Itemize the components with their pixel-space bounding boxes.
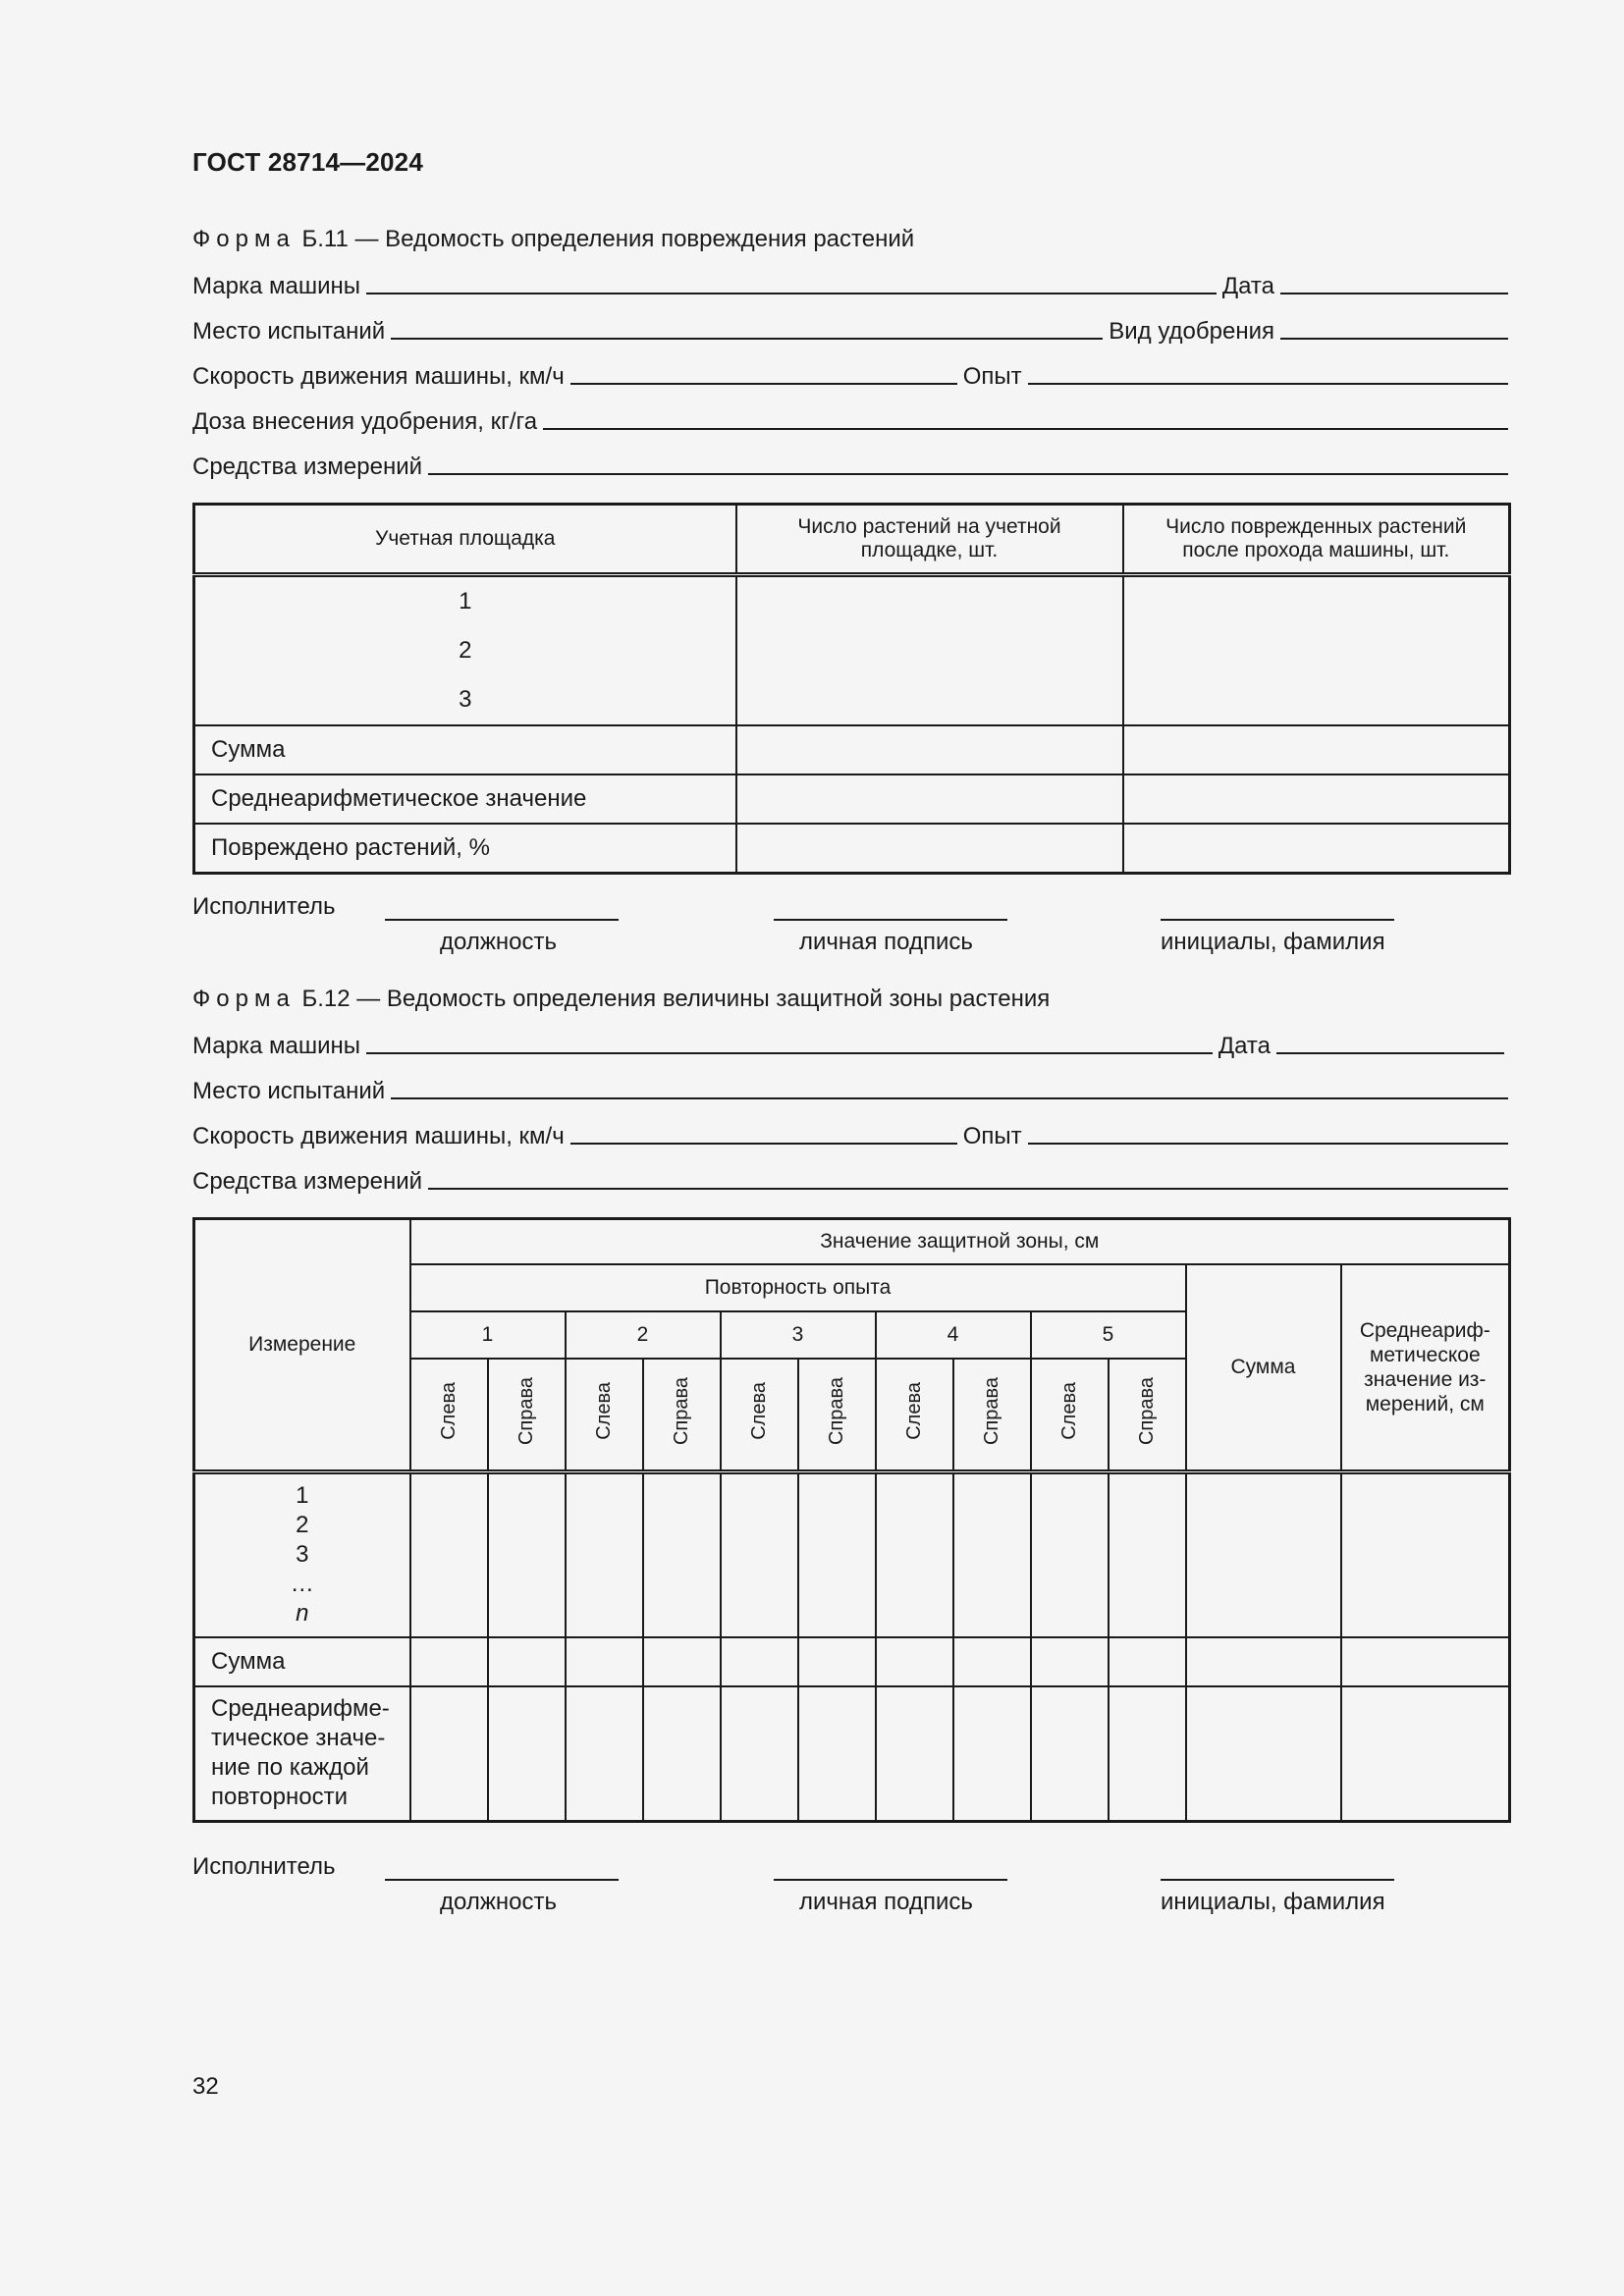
machine-field[interactable] xyxy=(366,1052,1213,1054)
damaged-percent-label: Повреждено растений, % xyxy=(194,824,736,873)
data-cell[interactable] xyxy=(953,1472,1031,1637)
machine-label: Марка машины xyxy=(192,273,361,299)
col-right: Справа xyxy=(1135,1377,1158,1446)
measurement-number: 1 xyxy=(296,1482,309,1510)
signature-block-b11 xyxy=(192,893,1508,962)
form-word: Форма xyxy=(192,226,296,252)
experiment-label: Опыт xyxy=(962,1123,1022,1149)
performer-label: Исполнитель xyxy=(192,893,336,920)
date-label: Дата xyxy=(1218,1033,1271,1059)
experiment-field[interactable] xyxy=(1028,383,1508,385)
table-row xyxy=(194,1686,1510,1822)
data-cell[interactable] xyxy=(566,1472,643,1637)
data-cell[interactable] xyxy=(876,1686,953,1822)
data-cell[interactable] xyxy=(876,1472,953,1637)
table-row xyxy=(194,725,1510,774)
col-zone-value: Значение защитной зоны, см xyxy=(410,1219,1510,1264)
plot-number: 2 xyxy=(459,637,472,664)
data-cell[interactable] xyxy=(1186,1472,1341,1637)
speed-label: Скорость движения машины, км/ч xyxy=(192,1123,565,1149)
place-field[interactable] xyxy=(391,338,1103,340)
form-word: Форма xyxy=(192,986,296,1012)
data-cell[interactable] xyxy=(566,1637,643,1686)
data-cell[interactable] xyxy=(1109,1472,1186,1637)
speed-label: Скорость движения машины, км/ч xyxy=(192,363,565,390)
signature-caption: личная подпись xyxy=(799,1889,973,1915)
dose-field-row xyxy=(192,402,1508,436)
data-cell[interactable] xyxy=(721,1637,798,1686)
table-row xyxy=(194,774,1510,824)
name-field[interactable] xyxy=(1161,1853,1394,1881)
speed-field[interactable] xyxy=(570,1143,957,1145)
data-cell[interactable] xyxy=(721,1686,798,1822)
position-caption: должность xyxy=(440,1889,557,1915)
speed-field-row xyxy=(192,1117,1508,1150)
speed-field[interactable] xyxy=(570,383,957,385)
data-cell[interactable] xyxy=(643,1686,721,1822)
data-cell[interactable] xyxy=(410,1637,488,1686)
dose-label: Доза внесения удобрения, кг/га xyxy=(192,408,538,435)
data-cell[interactable] xyxy=(1186,1686,1341,1822)
col-left: Слева xyxy=(1057,1382,1080,1441)
signature-block-b12 xyxy=(192,1853,1508,1922)
position-caption: должность xyxy=(440,929,557,955)
document-code: ГОСТ 28714—2024 xyxy=(192,147,423,177)
measurement-number: 3 xyxy=(296,1541,309,1569)
sum-label: Сумма xyxy=(194,1637,410,1686)
data-cell[interactable] xyxy=(410,1686,488,1822)
data-cell[interactable] xyxy=(876,1637,953,1686)
damaged-percent-cell[interactable] xyxy=(736,824,1123,873)
data-cell[interactable] xyxy=(1031,1686,1109,1822)
measurement-number: 2 xyxy=(296,1512,309,1539)
col-right: Справа xyxy=(514,1377,537,1446)
mean-per-repeat-label: Среднеарифме-тическое значе-ние по каждой повторности xyxy=(194,1686,410,1822)
speed-field-row xyxy=(192,357,1508,391)
data-cell[interactable] xyxy=(1031,1637,1109,1686)
machine-field[interactable] xyxy=(366,293,1217,294)
place-field-row xyxy=(192,312,1508,346)
data-cell[interactable] xyxy=(566,1686,643,1822)
experiment-label: Опыт xyxy=(962,363,1022,390)
form-b12-title xyxy=(192,986,1050,1013)
data-cell[interactable] xyxy=(643,1637,721,1686)
mean-cell[interactable] xyxy=(736,774,1123,824)
mean-label: Среднеарифметическое значение xyxy=(194,774,736,824)
position-field[interactable] xyxy=(385,893,619,921)
plant-count-cell[interactable] xyxy=(736,575,1123,726)
measurement-number: … xyxy=(290,1571,314,1598)
name-field[interactable] xyxy=(1161,893,1394,921)
table-row xyxy=(194,1472,1510,1637)
table-row xyxy=(194,824,1510,873)
damaged-count-cell[interactable] xyxy=(1123,575,1510,726)
name-caption: инициалы, фамилия xyxy=(1161,1889,1385,1915)
data-cell[interactable] xyxy=(488,1637,566,1686)
date-field[interactable] xyxy=(1276,1052,1504,1054)
plot-numbers xyxy=(194,575,736,726)
col-left: Слева xyxy=(592,1382,615,1441)
instruments-label: Средства измерений xyxy=(192,454,423,480)
data-cell[interactable] xyxy=(488,1472,566,1637)
machine-field-row xyxy=(192,1027,1508,1060)
col-repeat-1: 1 xyxy=(410,1311,566,1359)
data-cell[interactable] xyxy=(643,1472,721,1637)
fertilizer-label: Вид удобрения xyxy=(1109,318,1274,345)
form-b11-title-text: Б.11 — Ведомость определения повреждения растений xyxy=(295,226,915,252)
table-row xyxy=(194,1637,1510,1686)
machine-label: Марка машины xyxy=(192,1033,361,1059)
col-repeat-5: 5 xyxy=(1031,1311,1186,1359)
mean-cell[interactable] xyxy=(1123,774,1510,824)
sum-cell[interactable] xyxy=(736,725,1123,774)
col-sum: Сумма xyxy=(1186,1264,1341,1472)
data-cell[interactable] xyxy=(798,1686,876,1822)
data-cell[interactable] xyxy=(1341,1686,1510,1822)
sum-cell[interactable] xyxy=(1123,725,1510,774)
place-label: Место испытаний xyxy=(192,318,386,345)
page-number: 32 xyxy=(192,2073,219,2100)
date-field[interactable] xyxy=(1280,293,1508,294)
col-plant-count: Число растений на учетной площадке, шт. xyxy=(736,505,1123,575)
data-cell[interactable] xyxy=(1031,1472,1109,1637)
form-b12-title-text: Б.12 — Ведомость определения величины защитной зоны растения xyxy=(295,986,1051,1012)
col-right: Справа xyxy=(670,1377,692,1446)
data-cell[interactable] xyxy=(1109,1637,1186,1686)
data-cell[interactable] xyxy=(798,1637,876,1686)
damaged-percent-cell[interactable] xyxy=(1123,824,1510,873)
col-left: Слева xyxy=(902,1382,925,1441)
instruments-field[interactable] xyxy=(428,1188,1508,1190)
instruments-field-row xyxy=(192,448,1508,481)
place-field-row xyxy=(192,1072,1508,1105)
col-left: Слева xyxy=(747,1382,770,1441)
col-right: Справа xyxy=(980,1377,1002,1446)
data-cell[interactable] xyxy=(410,1472,488,1637)
place-field[interactable] xyxy=(391,1097,1508,1099)
data-cell[interactable] xyxy=(721,1472,798,1637)
experiment-field[interactable] xyxy=(1028,1143,1508,1145)
signature-field[interactable] xyxy=(774,893,1007,921)
place-label: Место испытаний xyxy=(192,1078,386,1104)
table-row xyxy=(194,575,1510,726)
data-cell[interactable] xyxy=(488,1686,566,1822)
data-cell[interactable] xyxy=(953,1686,1031,1822)
measurement-number: n xyxy=(296,1600,309,1628)
data-cell[interactable] xyxy=(1341,1637,1510,1686)
performer-label: Исполнитель xyxy=(192,1853,336,1880)
plant-damage-table xyxy=(192,503,1511,875)
sum-label: Сумма xyxy=(194,725,736,774)
date-label: Дата xyxy=(1221,273,1274,299)
measurement-numbers xyxy=(194,1472,410,1637)
instruments-label: Средства измерений xyxy=(192,1168,423,1195)
data-cell[interactable] xyxy=(953,1637,1031,1686)
machine-field-row xyxy=(192,267,1508,300)
instruments-field-row xyxy=(192,1162,1508,1196)
data-cell[interactable] xyxy=(1186,1637,1341,1686)
col-repeat-4: 4 xyxy=(876,1311,1031,1359)
data-cell[interactable] xyxy=(798,1472,876,1637)
position-field[interactable] xyxy=(385,1853,619,1881)
data-cell[interactable] xyxy=(1109,1686,1186,1822)
signature-caption: личная подпись xyxy=(799,929,973,955)
name-caption: инициалы, фамилия xyxy=(1161,929,1385,955)
col-right: Справа xyxy=(825,1377,847,1446)
plot-number: 3 xyxy=(459,686,472,713)
data-cell[interactable] xyxy=(1341,1472,1510,1637)
fertilizer-field[interactable] xyxy=(1280,338,1508,340)
plot-number: 1 xyxy=(459,588,472,614)
col-plot: Учетная площадка xyxy=(194,505,736,575)
col-damaged-count: Число поврежденных растений после прохода машины, шт. xyxy=(1123,505,1510,575)
signature-field[interactable] xyxy=(774,1853,1007,1881)
instruments-field[interactable] xyxy=(428,473,1508,475)
col-repeat-3: 3 xyxy=(721,1311,876,1359)
col-left: Слева xyxy=(437,1382,460,1441)
col-measurement: Измерение xyxy=(194,1219,410,1472)
dose-field[interactable] xyxy=(543,428,1508,430)
col-repeatability: Повторность опыта xyxy=(410,1264,1186,1311)
protective-zone-table xyxy=(192,1217,1511,1823)
form-b11-title xyxy=(192,226,914,253)
col-repeat-2: 2 xyxy=(566,1311,721,1359)
col-mean: Среднеариф-метическое значение из-мерений, см xyxy=(1341,1264,1510,1472)
